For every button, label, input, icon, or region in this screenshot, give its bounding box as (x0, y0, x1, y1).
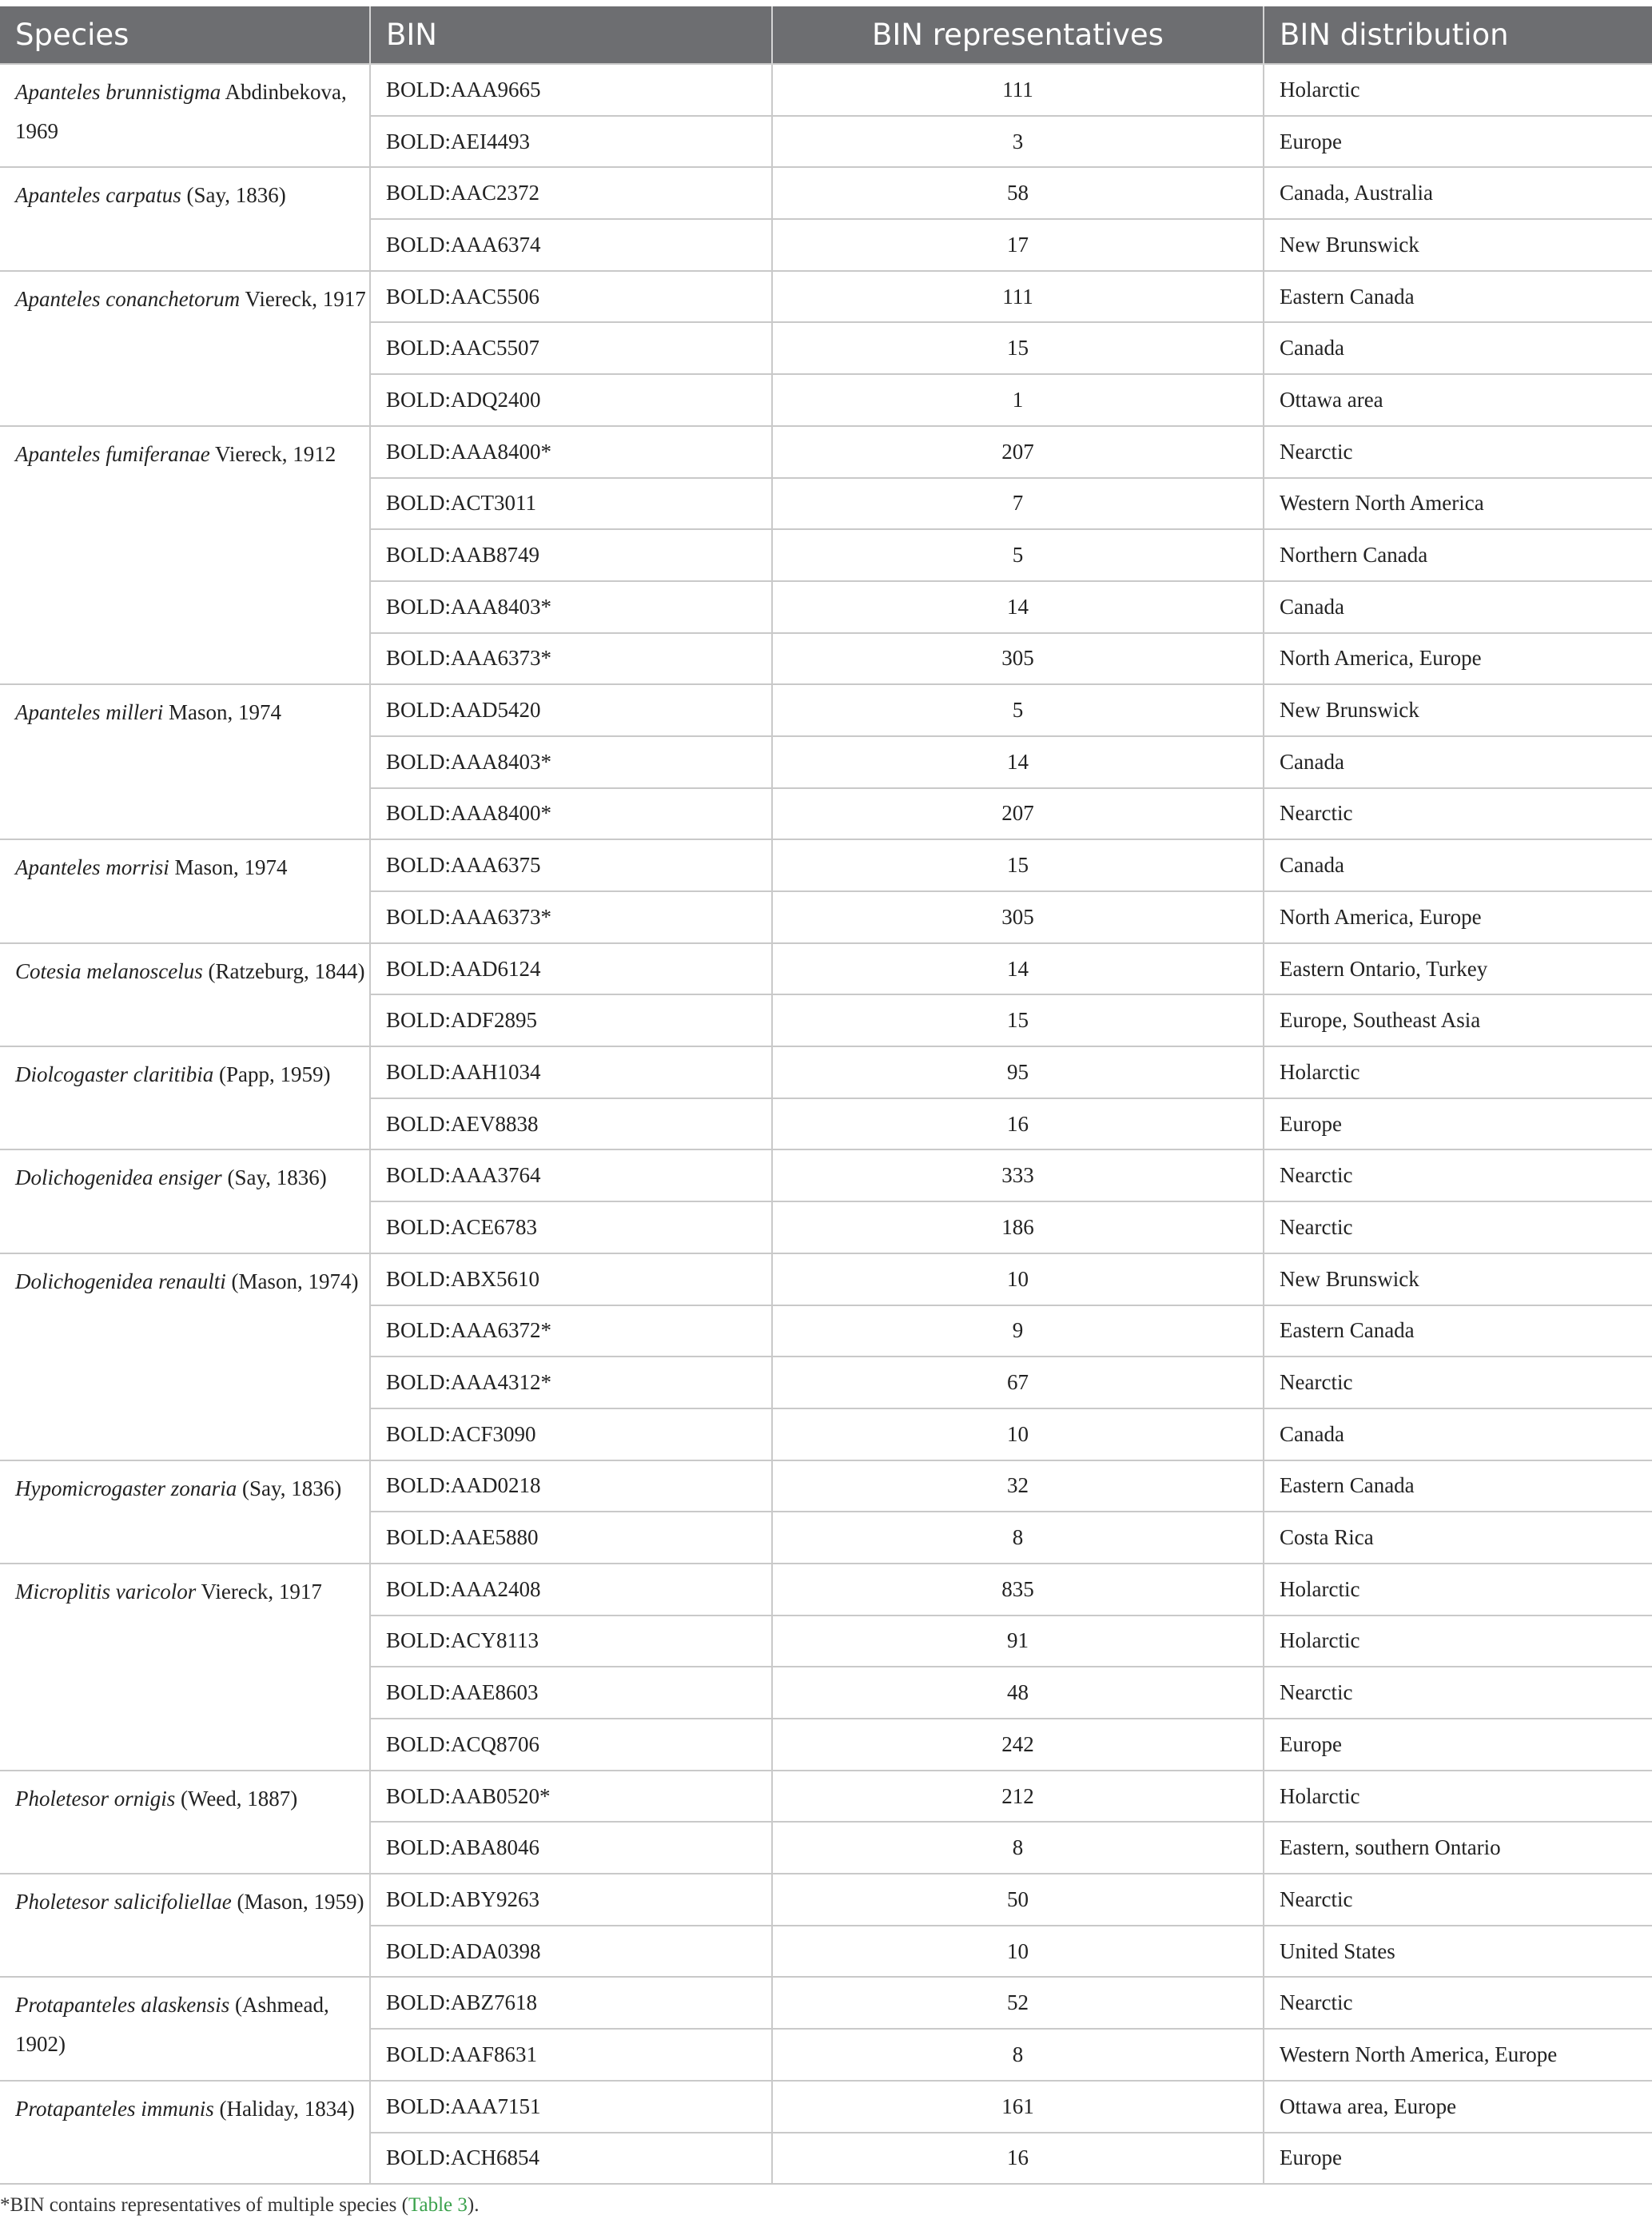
distribution-cell: Eastern Canada (1264, 1460, 1652, 1512)
species-cell (0, 1460, 370, 1564)
species-author: (Weed, 1887) (181, 1786, 298, 1811)
bin-cell: BOLD:AAD6124 (370, 943, 772, 995)
bin-cell: BOLD:AAB0520* (370, 1771, 772, 1823)
species-name: Dolichogenidea ensiger (15, 1165, 222, 1190)
distribution-cell: Canada, Australia (1264, 167, 1652, 219)
distribution-cell: Nearctic (1264, 426, 1652, 478)
species-name: Apanteles carpatus (15, 183, 181, 208)
representatives-cell: 242 (772, 1719, 1264, 1771)
species-cell (0, 2081, 370, 2184)
table-row (0, 943, 1652, 995)
representatives-cell: 10 (772, 1926, 1264, 1978)
distribution-cell: Europe (1264, 2133, 1652, 2185)
table-row (0, 64, 1652, 116)
species-author: (Say, 1836) (227, 1165, 327, 1190)
species-cell (0, 64, 370, 167)
table-row (0, 1564, 1652, 1615)
species-cell (0, 167, 370, 270)
representatives-cell: 14 (772, 736, 1264, 788)
representatives-cell: 305 (772, 633, 1264, 685)
representatives-cell: 15 (772, 994, 1264, 1046)
representatives-cell: 111 (772, 271, 1264, 323)
bin-cell: BOLD:AAE8603 (370, 1667, 772, 1719)
species-name: Apanteles morrisi (15, 855, 169, 880)
species-cell (0, 839, 370, 942)
table-3-link[interactable]: Table 3 (408, 2194, 468, 2216)
header-bin-distribution: BIN distribution (1280, 18, 1509, 52)
species-author: (Ashmead, 1902) (15, 1993, 329, 2057)
table-row (0, 1046, 1652, 1098)
table-row (0, 1977, 1652, 2029)
representatives-cell: 50 (772, 1874, 1264, 1926)
distribution-cell: Holarctic (1264, 1046, 1652, 1098)
species-author: Viereck, 1912 (214, 441, 336, 466)
representatives-cell: 10 (772, 1253, 1264, 1305)
representatives-cell: 15 (772, 322, 1264, 374)
species-name: Pholetesor ornigis (15, 1786, 176, 1811)
table-body (0, 64, 1652, 2184)
species-author: Mason, 1974 (174, 855, 288, 880)
table-row (0, 271, 1652, 323)
representatives-cell: 67 (772, 1357, 1264, 1408)
distribution-cell: New Brunswick (1264, 219, 1652, 271)
bin-cell: BOLD:AAA6374 (370, 219, 772, 271)
table-row (0, 1874, 1652, 1926)
distribution-cell: Holarctic (1264, 64, 1652, 116)
table-header (0, 6, 1652, 64)
representatives-cell: 8 (772, 1822, 1264, 1874)
footnote-text: *BIN contains representatives of multiple species ( (0, 2194, 408, 2216)
bin-cell: BOLD:ABY9263 (370, 1874, 772, 1926)
distribution-cell: Canada (1264, 1408, 1652, 1460)
species-author: (Say, 1836) (186, 183, 286, 208)
species-author: Abdinbekova, 1969 (15, 80, 347, 143)
distribution-cell: Eastern Canada (1264, 271, 1652, 323)
bin-table (0, 6, 1652, 2185)
distribution-cell: Europe, Southeast Asia (1264, 994, 1652, 1046)
table-row (0, 1771, 1652, 1823)
distribution-cell: New Brunswick (1264, 1253, 1652, 1305)
representatives-cell: 95 (772, 1046, 1264, 1098)
species-cell (0, 1253, 370, 1460)
distribution-cell: Western North America (1264, 478, 1652, 530)
distribution-cell: North America, Europe (1264, 633, 1652, 685)
bin-cell: BOLD:AEI4493 (370, 116, 772, 168)
distribution-cell: Western North America, Europe (1264, 2029, 1652, 2081)
species-author: (Haliday, 1834) (219, 2096, 355, 2121)
species-cell (0, 271, 370, 426)
representatives-cell: 32 (772, 1460, 1264, 1512)
distribution-cell: Europe (1264, 1098, 1652, 1150)
representatives-cell: 52 (772, 1977, 1264, 2029)
representatives-cell: 48 (772, 1667, 1264, 1719)
bin-cell: BOLD:AAF8631 (370, 2029, 772, 2081)
species-author: (Papp, 1959) (218, 1062, 331, 1087)
representatives-cell: 207 (772, 426, 1264, 478)
distribution-cell: Nearctic (1264, 1201, 1652, 1253)
distribution-cell: Holarctic (1264, 1771, 1652, 1823)
representatives-cell: 7 (772, 478, 1264, 530)
bin-cell: BOLD:ADA0398 (370, 1926, 772, 1978)
bin-cell: BOLD:AAC5506 (370, 271, 772, 323)
bin-cell: BOLD:AAA6373* (370, 633, 772, 685)
representatives-cell: 14 (772, 943, 1264, 995)
distribution-cell: Europe (1264, 116, 1652, 168)
footnote-suffix: ). (467, 2194, 480, 2216)
distribution-cell: Eastern Canada (1264, 1305, 1652, 1357)
representatives-cell: 9 (772, 1305, 1264, 1357)
bin-cell: BOLD:ABX5610 (370, 1253, 772, 1305)
table-row (0, 1149, 1652, 1201)
representatives-cell: 161 (772, 2081, 1264, 2133)
species-cell (0, 684, 370, 839)
distribution-cell: Canada (1264, 322, 1652, 374)
species-name: Microplitis varicolor (15, 1579, 197, 1604)
bin-cell: BOLD:AAH1034 (370, 1046, 772, 1098)
distribution-cell: Nearctic (1264, 1149, 1652, 1201)
representatives-cell: 15 (772, 839, 1264, 891)
bin-cell: BOLD:ACY8113 (370, 1615, 772, 1667)
table-row (0, 2081, 1652, 2133)
representatives-cell: 16 (772, 2133, 1264, 2185)
distribution-cell: Northern Canada (1264, 529, 1652, 581)
species-author: (Ratzeburg, 1844) (208, 958, 365, 983)
bin-cell: BOLD:AAA8400* (370, 788, 772, 840)
distribution-cell: Europe (1264, 1719, 1652, 1771)
bin-cell: BOLD:AAB8749 (370, 529, 772, 581)
representatives-cell: 8 (772, 2029, 1264, 2081)
representatives-cell: 58 (772, 167, 1264, 219)
bin-cell: BOLD:AAA8403* (370, 736, 772, 788)
representatives-cell: 333 (772, 1149, 1264, 1201)
species-author: (Say, 1836) (242, 1476, 342, 1500)
distribution-cell: Canada (1264, 581, 1652, 633)
species-author: Viereck, 1917 (201, 1579, 322, 1604)
species-name: Hypomicrogaster zonaria (15, 1476, 237, 1500)
representatives-cell: 14 (772, 581, 1264, 633)
bin-cell: BOLD:AEV8838 (370, 1098, 772, 1150)
representatives-cell: 10 (772, 1408, 1264, 1460)
representatives-cell: 3 (772, 116, 1264, 168)
representatives-cell: 111 (772, 64, 1264, 116)
species-cell (0, 1149, 370, 1253)
bin-cell: BOLD:ACQ8706 (370, 1719, 772, 1771)
bin-cell: BOLD:AAA8403* (370, 581, 772, 633)
representatives-cell: 5 (772, 684, 1264, 736)
distribution-cell: Nearctic (1264, 788, 1652, 840)
bin-cell: BOLD:ADF2895 (370, 994, 772, 1046)
distribution-cell: Nearctic (1264, 1667, 1652, 1719)
representatives-cell: 186 (772, 1201, 1264, 1253)
table-row (0, 1253, 1652, 1305)
species-author: (Mason, 1959) (237, 1890, 364, 1914)
species-cell (0, 1564, 370, 1771)
species-cell (0, 1046, 370, 1149)
species-name: Dolichogenidea renaulti (15, 1269, 226, 1293)
header-row (0, 6, 1652, 64)
bin-cell: BOLD:ACF3090 (370, 1408, 772, 1460)
distribution-cell: Eastern Ontario, Turkey (1264, 943, 1652, 995)
bin-cell: BOLD:AAA6375 (370, 839, 772, 891)
header-bin-representatives: BIN representatives (772, 6, 1264, 64)
representatives-cell: 1 (772, 374, 1264, 426)
table-row (0, 1460, 1652, 1512)
bin-cell: BOLD:AAC2372 (370, 167, 772, 219)
representatives-cell: 17 (772, 219, 1264, 271)
bin-cell: BOLD:ADQ2400 (370, 374, 772, 426)
bin-cell: BOLD:ACH6854 (370, 2133, 772, 2185)
bin-cell: BOLD:AAA3764 (370, 1149, 772, 1201)
bin-cell: BOLD:AAA8400* (370, 426, 772, 478)
species-name: Apanteles conanchetorum (15, 286, 241, 311)
table-row (0, 684, 1652, 736)
bin-cell: BOLD:ACE6783 (370, 1201, 772, 1253)
bin-cell: BOLD:ABZ7618 (370, 1977, 772, 2029)
distribution-cell: North America, Europe (1264, 891, 1652, 943)
bin-cell: BOLD:ABA8046 (370, 1822, 772, 1874)
distribution-cell: Ottawa area, Europe (1264, 2081, 1652, 2133)
species-author: Mason, 1974 (168, 700, 281, 725)
species-name: Protapanteles immunis (15, 2096, 214, 2121)
bin-cell: BOLD:AAA7151 (370, 2081, 772, 2133)
species-author: Viereck, 1917 (245, 286, 366, 311)
bin-cell: BOLD:AAA4312* (370, 1357, 772, 1408)
species-name: Pholetesor salicifoliellae (15, 1890, 232, 1914)
representatives-cell: 835 (772, 1564, 1264, 1615)
species-name: Protapanteles alaskensis (15, 1993, 230, 2018)
distribution-cell: Ottawa area (1264, 374, 1652, 426)
representatives-cell: 305 (772, 891, 1264, 943)
species-name: Apanteles brunnistigma (15, 80, 221, 104)
bin-cell: BOLD:AAA6372* (370, 1305, 772, 1357)
representatives-cell: 212 (772, 1771, 1264, 1823)
bin-cell: BOLD:AAE5880 (370, 1512, 772, 1564)
distribution-cell: Holarctic (1264, 1615, 1652, 1667)
distribution-cell: Holarctic (1264, 1564, 1652, 1615)
species-name: Apanteles milleri (15, 700, 164, 725)
bin-cell: BOLD:AAC5507 (370, 322, 772, 374)
representatives-cell: 8 (772, 1512, 1264, 1564)
bin-cell: BOLD:AAA2408 (370, 1564, 772, 1615)
table-footnote (0, 2194, 479, 2217)
data-table-container (0, 6, 1652, 2185)
bin-cell: BOLD:AAD5420 (370, 684, 772, 736)
distribution-cell: Nearctic (1264, 1977, 1652, 2029)
distribution-cell: Nearctic (1264, 1357, 1652, 1408)
distribution-cell: Canada (1264, 736, 1652, 788)
table-row (0, 839, 1652, 891)
species-name: Apanteles fumiferanae (15, 441, 210, 466)
species-author: (Mason, 1974) (231, 1269, 359, 1293)
distribution-cell: Canada (1264, 839, 1652, 891)
bin-cell: BOLD:ACT3011 (370, 478, 772, 530)
table-row (0, 167, 1652, 219)
species-cell (0, 1977, 370, 2080)
header-bin: BIN (370, 6, 772, 64)
distribution-cell: United States (1264, 1926, 1652, 1978)
bin-cell: BOLD:AAD0218 (370, 1460, 772, 1512)
bin-cell: BOLD:AAA9665 (370, 64, 772, 116)
bin-cell: BOLD:AAA6373* (370, 891, 772, 943)
species-name: Diolcogaster claritibia (15, 1062, 214, 1087)
distribution-cell: Nearctic (1264, 1874, 1652, 1926)
distribution-cell: Eastern, southern Ontario (1264, 1822, 1652, 1874)
representatives-cell: 91 (772, 1615, 1264, 1667)
representatives-cell: 16 (772, 1098, 1264, 1150)
species-cell (0, 943, 370, 1046)
header-species: Species (0, 6, 370, 64)
representatives-cell: 207 (772, 788, 1264, 840)
species-name: Cotesia melanoscelus (15, 958, 203, 983)
species-cell (0, 426, 370, 684)
species-cell (0, 1771, 370, 1874)
distribution-cell: New Brunswick (1264, 684, 1652, 736)
table-row (0, 426, 1652, 478)
representatives-cell: 5 (772, 529, 1264, 581)
species-cell (0, 1874, 370, 1977)
distribution-cell: Costa Rica (1264, 1512, 1652, 1564)
